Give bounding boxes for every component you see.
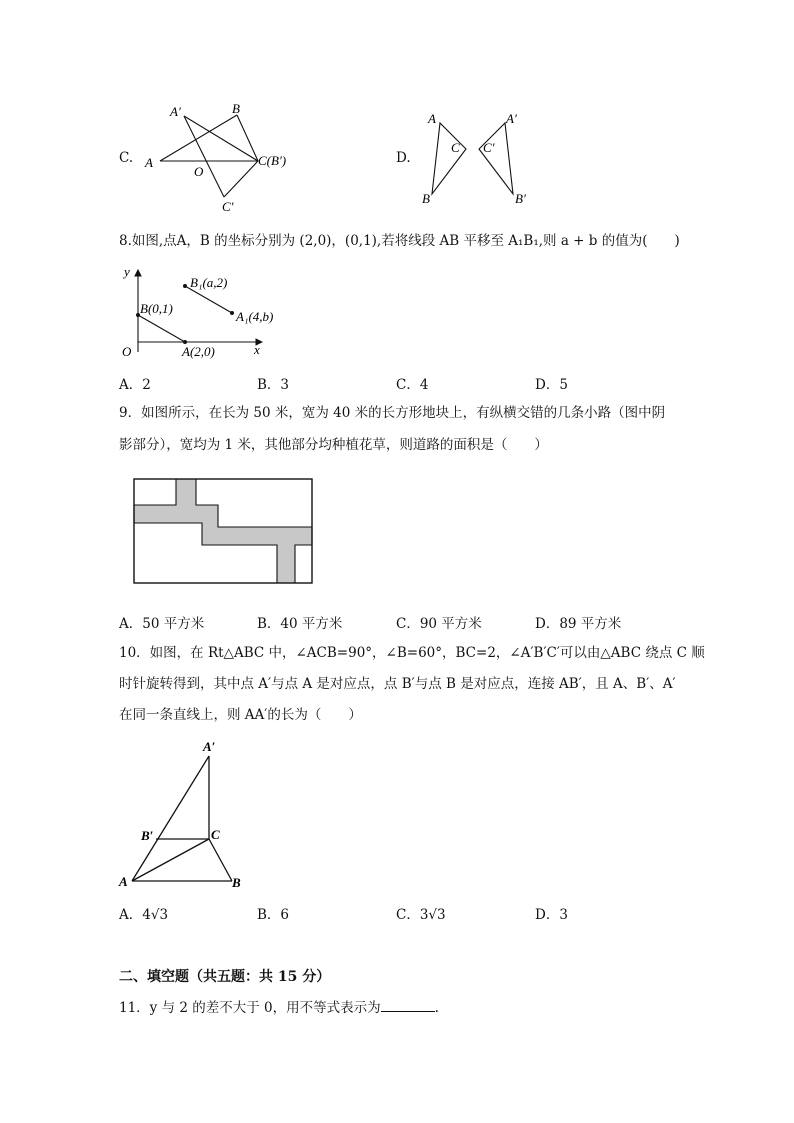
q10-option-a[interactable]: A．4√3 [119, 907, 169, 923]
axis-y-label: y [124, 264, 130, 279]
label-a: A [145, 155, 153, 170]
label-c-bprime: C(B′) [258, 153, 287, 168]
label-c: C [451, 140, 460, 155]
q10-option-d[interactable]: D．3 [535, 907, 568, 923]
q10-option-b[interactable]: B．6 [257, 907, 290, 923]
label-a: A [119, 874, 128, 889]
q8-option-b[interactable]: B．3 [257, 377, 290, 393]
q11-stem-end: . [434, 1000, 439, 1016]
origin-label: O [122, 344, 132, 359]
q9-stem-line2: 影部分），宽均为 1 米，其他部分均种植花草，则道路的面积是（ ） [119, 437, 548, 453]
label-b: B [232, 875, 241, 890]
q8-option-c[interactable]: C．4 [396, 377, 429, 393]
section-title: 二、填空题（共五题：共 15 分） [119, 969, 331, 985]
q9-option-d[interactable]: D．89 平方米 [535, 616, 622, 632]
q7-figure-c [140, 98, 300, 216]
q11-stem-text: 11．y 与 2 的差不大于 0，用不等式表示为 [119, 1000, 381, 1016]
q8-option-d[interactable]: D．5 [535, 377, 568, 393]
label-a: A [428, 111, 436, 126]
q10-stem-line2: 时针旋转得到，其中点 A′与点 A 是对应点，点 B′与点 B 是对应点，连接 AB′，且 A、B′、A′ [119, 676, 676, 692]
label-c-prime: C′ [483, 140, 495, 155]
label-a-prime: A′ [506, 111, 517, 126]
label-b-prime: B′ [515, 191, 526, 206]
q7-figure-d [418, 106, 538, 210]
point-a-label: A(2,0) [182, 344, 215, 359]
q10-stem-line3: 在同一条直线上，则 AA′的长为（ ） [119, 707, 362, 723]
q11-stem [119, 997, 439, 1018]
q9-figure [132, 477, 316, 587]
q10-stem-line1: 10．如图，在 Rt△ABC 中，∠ACB=90°，∠B=60°，BC=2，∠A′B′C′可以由△ABC 绕点 C 顺 [119, 645, 705, 661]
q9-option-a[interactable]: A．50 平方米 [119, 616, 205, 632]
q10-option-c[interactable]: C．3√3 [396, 907, 446, 923]
label-a-prime: A′ [203, 739, 216, 754]
label-b: B [232, 101, 240, 116]
q8-figure [114, 262, 274, 362]
answer-blank[interactable] [381, 997, 435, 1012]
point-a1-label: A₁(4,b) [236, 309, 274, 324]
q10-figure [114, 734, 254, 894]
road-region [134, 479, 312, 583]
point-b1-label: B₁(a,2) [190, 275, 228, 290]
q9-option-b[interactable]: B．40 平方米 [257, 616, 343, 632]
point-b-label: B(0,1) [140, 301, 173, 316]
q9-option-c[interactable]: C．90 平方米 [396, 616, 482, 632]
q8-stem: 8.如图,点A，B 的坐标分别为 (2,0)，(0,1),若将线段 AB 平移至 A₁B₁,则 a + b 的值为( ) [119, 233, 680, 249]
label-c-prime: C′ [222, 199, 234, 214]
option-d-label: D. [396, 150, 411, 166]
label-a-prime: A′ [170, 104, 181, 119]
option-c-label: C. [119, 150, 134, 166]
axis-x-label: x [254, 342, 260, 357]
q8-option-a[interactable]: A．2 [119, 377, 151, 393]
q9-stem-line1: 9．如图所示，在长为 50 米，宽为 40 米的长方形地块上，有纵横交错的几条小路（图中阴 [119, 405, 666, 421]
label-b-prime: B′ [141, 828, 154, 843]
label-o: O [194, 164, 204, 179]
label-b: B [422, 191, 430, 206]
label-c: C [211, 827, 220, 842]
